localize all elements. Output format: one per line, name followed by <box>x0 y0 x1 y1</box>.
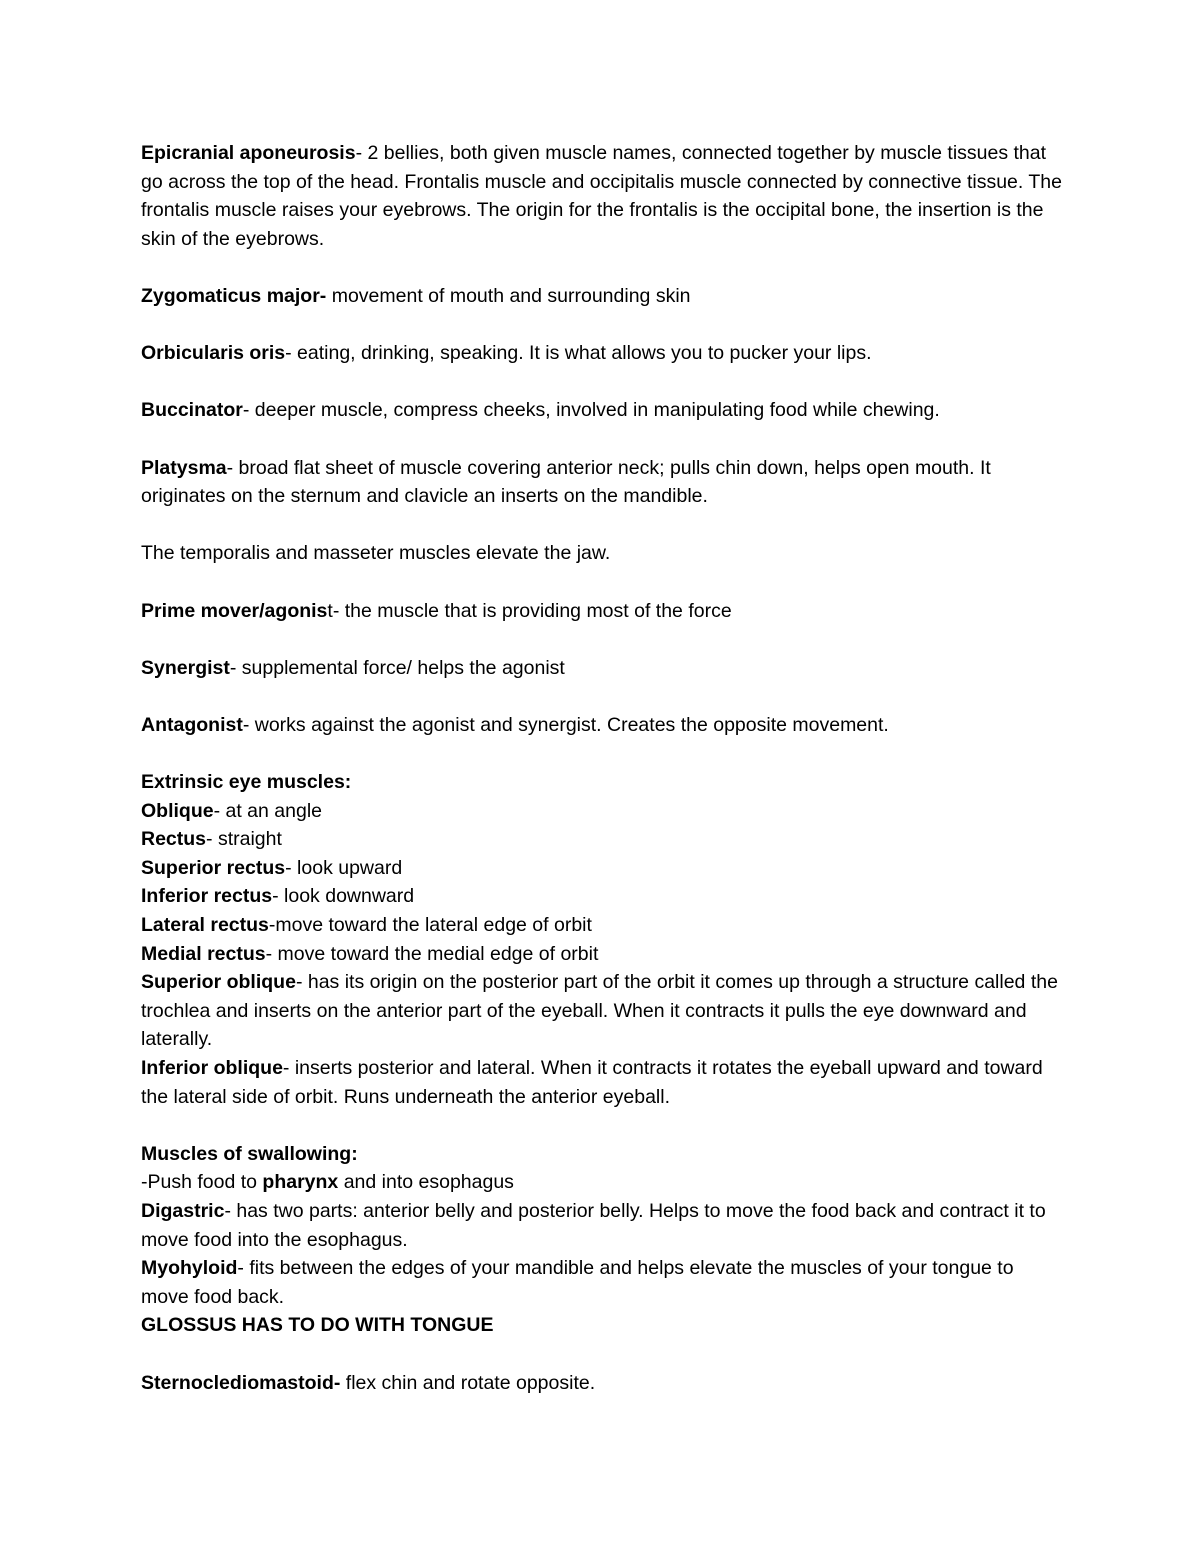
definition-buccinator: - deeper muscle, compress cheeks, involved in manipulating food while chewing. <box>242 399 940 422</box>
definition-platysma: - broad flat sheet of muscle covering anterior neck; pulls chin down, helps open mouth. It originates on the sternum and clavicle an inserts on the mandible. <box>141 456 991 508</box>
glossus-note <box>141 1311 1066 1340</box>
definition-epicranial: - 2 bellies, both given muscle names, connected together by muscle tissues that go across the top of the head. Frontalis muscle and occipitalis muscle connected by connective tissue. The frontalis muscle raises your eyebrows. The origin for the frontalis is the occipital bone, the insertion is the skin of the eyebrows. <box>141 142 1062 250</box>
eye-item-medial-rectus <box>141 940 1066 969</box>
push-pharynx: pharynx <box>262 1171 339 1194</box>
temporalis-paragraph: The temporalis and masseter muscles elevate the jaw. <box>141 542 611 565</box>
eye-item-superior-rectus <box>141 854 1066 883</box>
eye-heading-text: Extrinsic eye muscles: <box>141 771 352 794</box>
term-digastric: Digastric <box>141 1199 225 1222</box>
definition-superior-rectus: - look upward <box>285 856 403 879</box>
term-epicranial: Epicranial aponeurosis <box>141 142 356 164</box>
term-lateral-rectus: Lateral rectus <box>141 914 269 937</box>
definition-superior-oblique: - has its origin on the posterior part of the orbit it comes up through a structure called the trochlea and inserts on the anterior part of the eyeball. When it contracts it pulls the eye downward and laterally. <box>141 971 1058 1051</box>
sternocleidomastoid-paragraph <box>141 1369 1066 1398</box>
definition-antagonist: - works against the agonist and synergist. Creates the opposite movement. <box>242 713 889 736</box>
prime-mover-paragraph <box>141 597 1066 626</box>
term-platysma: Platysma <box>141 456 227 479</box>
antagonist-paragraph <box>141 711 1066 740</box>
term-antagonist: Antagonist <box>141 713 243 736</box>
eye-item-inferior-oblique <box>141 1054 1066 1111</box>
definition-rectus: - straight <box>206 828 282 851</box>
platysma-paragraph <box>141 454 1066 511</box>
definition-sternocleidomastoid: flex chin and rotate opposite. <box>340 1371 596 1394</box>
eye-item-lateral-rectus <box>141 911 1066 940</box>
epicranial-paragraph <box>141 139 1066 253</box>
swallow-push-line <box>141 1168 1066 1197</box>
definition-prime-mover: t- the muscle that is providing most of the force <box>327 599 732 622</box>
zygomaticus-paragraph <box>141 282 1066 311</box>
eye-item-rectus <box>141 825 1066 854</box>
term-superior-oblique: Superior oblique <box>141 971 296 994</box>
buccinator-paragraph <box>141 396 1066 425</box>
definition-lateral-rectus: -move toward the lateral edge of orbit <box>268 914 592 937</box>
digastric-paragraph <box>141 1197 1066 1254</box>
term-myohyloid: Myohyloid <box>141 1257 238 1280</box>
term-superior-rectus: Superior rectus <box>141 856 286 879</box>
swallow-heading-text: Muscles of swallowing: <box>141 1142 358 1165</box>
definition-orbicularis: - eating, drinking, speaking. It is what allows you to pucker your lips. <box>285 342 872 365</box>
definition-inferior-oblique: - inserts posterior and lateral. When it contracts it rotates the eyeball upward and toward the lateral side of orbit. Runs underneath the anterior eyeball. <box>141 1057 1043 1108</box>
term-buccinator: Buccinator <box>141 399 243 422</box>
term-rectus: Rectus <box>141 828 207 851</box>
push-prefix: -Push food to <box>141 1171 263 1194</box>
definition-oblique: - at an angle <box>213 799 323 822</box>
swallow-section-heading <box>141 1140 1066 1169</box>
definition-digastric: - has two parts: anterior belly and posterior belly. Helps to move the food back and contract it to move food into the esophagus. <box>141 1199 1046 1251</box>
term-prime-mover: Prime mover/agonis <box>141 599 328 622</box>
eye-section-heading <box>141 768 1066 797</box>
document-page <box>141 139 1066 1397</box>
term-synergist: Synergist <box>141 656 230 679</box>
eye-item-inferior-rectus <box>141 882 1066 911</box>
myohyloid-paragraph <box>141 1254 1066 1311</box>
term-sternocleidomastoid: Sternoclediomastoid- <box>141 1371 341 1394</box>
push-suffix: and into esophagus <box>338 1171 514 1194</box>
term-inferior-rectus: Inferior rectus <box>141 885 273 908</box>
term-medial-rectus: Medial rectus <box>141 942 266 965</box>
orbicularis-paragraph <box>141 339 1066 368</box>
definition-zygomaticus: movement of mouth and surrounding skin <box>326 284 691 307</box>
eye-item-oblique <box>141 797 1066 826</box>
term-orbicularis: Orbicularis oris <box>141 342 286 365</box>
term-zygomaticus: Zygomaticus major- <box>141 284 327 307</box>
definition-myohyloid: - fits between the edges of your mandible and helps elevate the muscles of your tongue to move food back. <box>141 1257 1014 1308</box>
glossus-text: GLOSSUS HAS TO DO WITH TONGUE <box>141 1314 494 1337</box>
eye-item-superior-oblique <box>141 968 1066 1054</box>
definition-medial-rectus: - move toward the medial edge of orbit <box>265 942 599 965</box>
definition-inferior-rectus: - look downward <box>272 885 415 908</box>
term-inferior-oblique: Inferior oblique <box>141 1057 283 1079</box>
term-oblique: Oblique <box>141 799 214 822</box>
definition-synergist: - supplemental force/ helps the agonist <box>229 656 565 679</box>
synergist-paragraph <box>141 654 1066 683</box>
